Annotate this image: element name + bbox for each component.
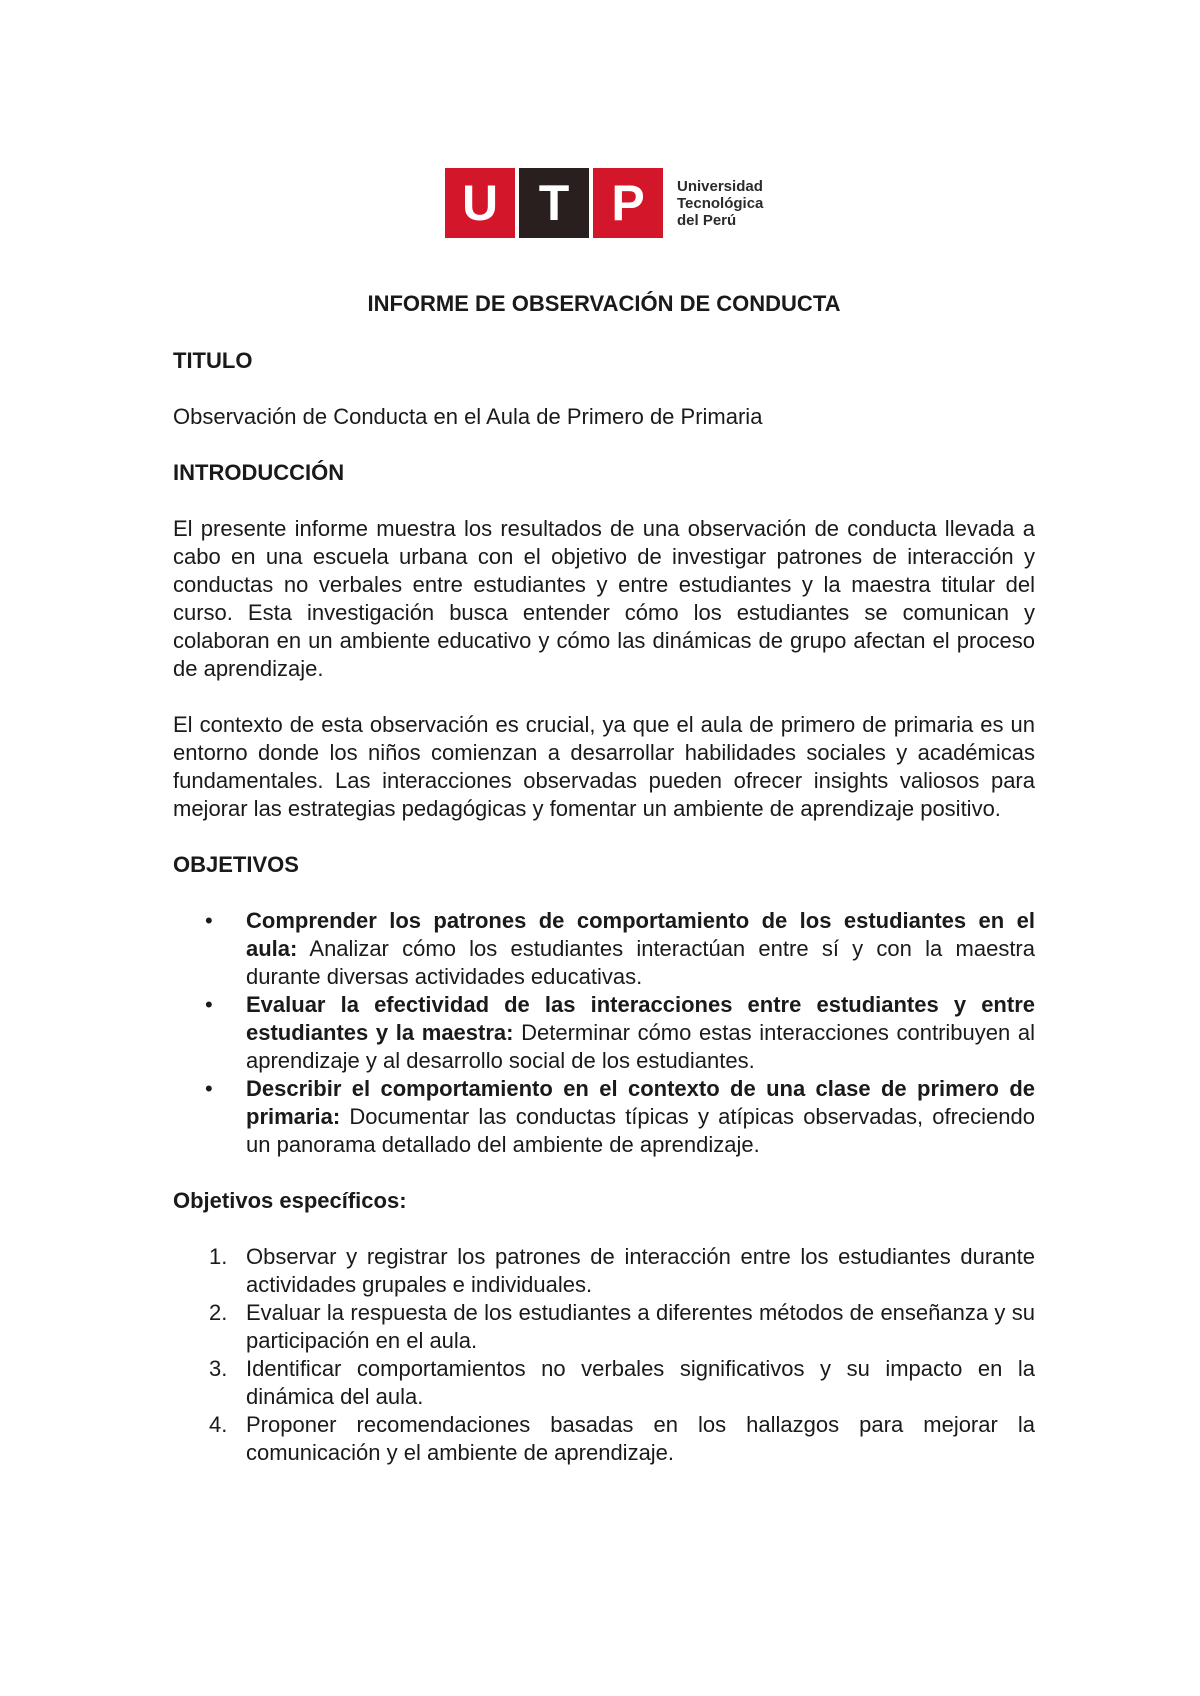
logo-letter-t: T bbox=[519, 168, 589, 238]
specific-objectives-list bbox=[173, 1243, 1035, 1467]
objective-title: Evaluar la efectividad de las interacciones entre estudiantes y entre estudiantes y la maestra: bbox=[246, 992, 1035, 1045]
bullet-marker: • bbox=[205, 992, 213, 1017]
titulo-heading: TITULO bbox=[173, 348, 253, 373]
specific-objective-text: Identificar comportamientos no verbales significativos y su impacto en la dinámica del aula. bbox=[246, 1356, 1035, 1409]
intro-heading: INTRODUCCIÓN bbox=[173, 460, 345, 485]
logo-line: Tecnológica bbox=[677, 194, 764, 212]
specific-objective-text: Proponer recomendaciones basadas en los hallazgos para mejorar la comunicación y el ambiente de aprendizaje. bbox=[246, 1412, 1035, 1465]
objective-title: Describir el comportamiento en el contexto de una clase de primero de primaria: bbox=[246, 1076, 1035, 1129]
objective-text: Analizar cómo los estudiantes interactúan entre sí y con la maestra durante diversas actividades educativas. bbox=[246, 936, 1035, 989]
objectives-list bbox=[173, 907, 1035, 1159]
specific-objective-item bbox=[173, 1411, 1035, 1467]
objectives-heading: OBJETIVOS bbox=[173, 852, 299, 877]
objective-item bbox=[173, 907, 1035, 991]
list-number: 4. bbox=[209, 1412, 228, 1437]
list-number: 1. bbox=[209, 1244, 228, 1269]
document-body bbox=[173, 290, 1035, 1495]
specific-objective-text: Observar y registrar los patrones de interacción entre los estudiantes durante actividades grupales e individuales. bbox=[246, 1244, 1035, 1297]
logo-wordmark bbox=[677, 178, 763, 229]
document-title: INFORME DE OBSERVACIÓN DE CONDUCTA bbox=[367, 291, 841, 316]
bullet-marker: • bbox=[205, 1076, 213, 1101]
specific-objective-item bbox=[173, 1355, 1035, 1411]
specific-objective-item bbox=[173, 1243, 1035, 1299]
objective-title: Comprender los patrones de comportamiento de los estudiantes en el aula: bbox=[246, 908, 1035, 961]
objective-item bbox=[173, 1075, 1035, 1159]
objective-text: Documentar las conductas típicas y atípicas observadas, ofreciendo un panorama detallado del ambiente de aprendizaje. bbox=[246, 1104, 1035, 1157]
specific-objective-text: Evaluar la respuesta de los estudiantes a diferentes métodos de enseñanza y su participación en el aula. bbox=[246, 1300, 1035, 1353]
logo-line: del Perú bbox=[677, 211, 737, 229]
objective-text: Determinar cómo estas interacciones contribuyen al aprendizaje y al desarrollo social de los estudiantes. bbox=[246, 1020, 1035, 1073]
list-number: 2. bbox=[209, 1300, 228, 1325]
utp-logo bbox=[445, 168, 763, 238]
logo-line: Universidad bbox=[677, 177, 763, 195]
objective-item bbox=[173, 991, 1035, 1075]
specific-objectives-heading: Objetivos específicos: bbox=[173, 1188, 407, 1213]
specific-objective-item bbox=[173, 1299, 1035, 1355]
titulo-text: Observación de Conducta en el Aula de Primero de Primaria bbox=[173, 404, 763, 429]
bullet-marker: • bbox=[205, 908, 213, 933]
logo-letter-u: U bbox=[445, 168, 515, 238]
list-number: 3. bbox=[209, 1356, 228, 1381]
intro-paragraph: El presente informe muestra los resultados de una observación de conducta llevada a cabo en una escuela urbana con el objetivo de investigar patrones de interacción y conductas no verbales entre estudiantes y entre estudiantes y la maestra titular del curso. Esta investigación busca entender cómo los estudiantes se comunican y colaboran en un ambiente educativo y cómo las dinámicas de grupo afectan el proceso de aprendizaje. bbox=[173, 516, 1035, 681]
logo-letter-p: P bbox=[593, 168, 663, 238]
intro-paragraph: El contexto de esta observación es crucial, ya que el aula de primero de primaria es un entorno donde los niños comienzan a desarrollar habilidades sociales y académicas fundamentales. Las interacciones observadas pueden ofrecer insights valiosos para mejorar las estrategias pedagógicas y fomentar un ambiente de aprendizaje positivo. bbox=[173, 712, 1035, 821]
